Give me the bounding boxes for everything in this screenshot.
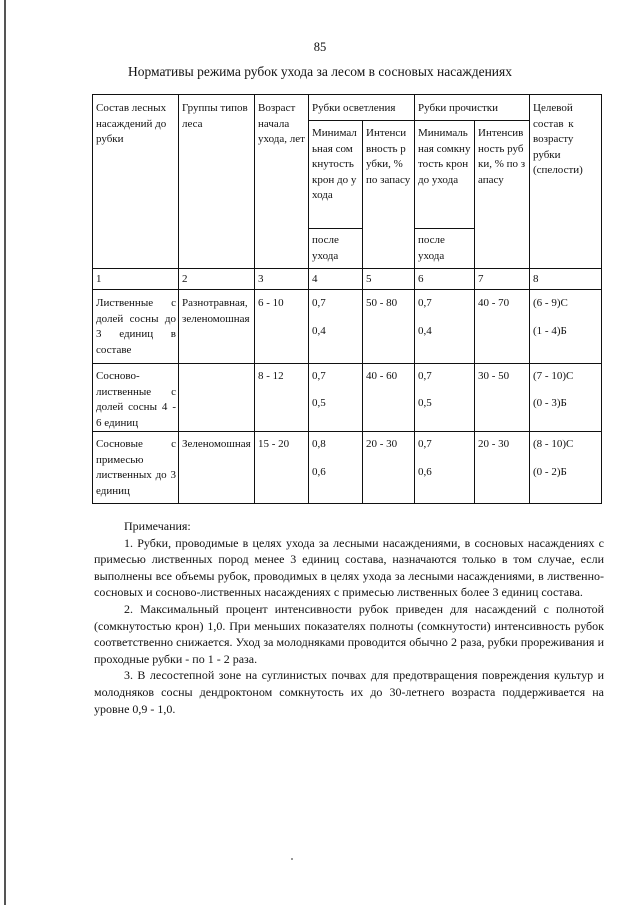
row2-composition: Сосново-лиственные с долей сосны 4 - 6 единиц [96,370,176,429]
row3-clearing-intensity: 20 - 30 [366,438,398,450]
note-item: 2. Максимальный процент интенсивности рубок приведен для насаждений с полнотой (сомкнутостью крон) 1,0. При меньших показателях полноты (сомкнутости) интенсивность рубок соответственно снижается. Уход за молодняками проводится обычно 2 раза, рубки прореживания и проходные рубки - по 1 - 2 раза. [94,601,604,666]
table-row-line-2 [92,431,602,432]
row3-age: 15 - 20 [258,438,290,450]
header-target: Целевой состав к возрасту рубки (спелости) [533,102,583,176]
document-title: Нормативы режима рубок ухода за лесом в сосновых насаждениях [128,64,512,79]
table-after-line-1 [308,228,363,229]
table-subheader-line [308,120,529,121]
table-after-line-2 [414,228,474,229]
row1-target-pine: (6 - 9)С [533,297,568,309]
row3-cleaning-before: 0,7 [418,438,432,450]
row2-clearing-before: 0,7 [312,370,326,382]
row3-cleaning-intensity: 20 - 30 [478,438,510,450]
table-border-right [601,94,602,504]
table-col-line [254,94,255,504]
row1-clearing-after: 0,4 [312,325,326,337]
header-cleaning-intensity: Интенсивность рубки, % по запасу [478,127,526,186]
col-number: 8 [533,273,539,285]
row3-target-pine: (8 - 10)С [533,438,574,450]
col-number: 2 [182,273,188,285]
row3-cleaning-after: 0,6 [418,466,432,478]
header-age-start: Возраст начала ухода, лет [258,102,305,145]
row1-clearing-intensity: 50 - 80 [366,297,398,309]
row1-cleaning-intensity: 40 - 70 [478,297,510,309]
header-after-clearing: после ухода [312,234,339,262]
table-col-line [474,120,475,504]
note-item: 1. Рубки, проводимые в целях ухода за лесными насаждениями, в сосновых насаждениях с примесью лиственных пород менее 3 единиц состава, назначаются только в том случае, если выполнены все объемы рубок, проводимых в целях ухода за лесными насаждениями, в лиственно-сосновых и сосново-лиственных насаждениях с примесью лиственных более 3 единиц состава. [94,535,604,600]
row3-clearing-after: 0,6 [312,466,326,478]
col-number: 6 [418,273,424,285]
row2-clearing-intensity: 40 - 60 [366,370,398,382]
row2-cleaning-intensity: 30 - 50 [478,370,510,382]
header-after-cleaning: после ухода [418,234,445,262]
table-row-line-1 [92,363,602,364]
table-border-left [92,94,93,504]
row1-forest-types: Разнотравная, зеленомошная [182,297,250,325]
notes-heading: Примечания: [124,519,191,533]
scan-speck [291,858,293,860]
notes-section [94,518,604,717]
row1-age: 6 - 10 [258,297,284,309]
row3-target-birch: (0 - 2)Б [533,466,567,478]
row3-forest-types: Зеленомошная [182,438,251,450]
table-border-top [92,94,602,95]
row1-clearing-before: 0,7 [312,297,326,309]
note-item: 3. В лесостепной зоне на суглинистых почвах для предотвращения повреждения культур и молодняков сосны дендроктоном сомкнутость их до 30-летнего возраста поддерживается на уровне 0,9 - 1,0. [94,668,604,716]
row1-target-birch: (1 - 4)Б [533,325,567,337]
row2-target-birch: (0 - 3)Б [533,397,567,409]
header-composition: Состав лесных насаждений до рубки [96,102,167,145]
row1-cleaning-after: 0,4 [418,325,432,337]
header-forest-types: Группы типов леса [182,102,248,130]
col-number: 3 [258,273,264,285]
table-numbers-bottom [92,289,602,290]
header-cleaning-density: Минимальная сомкнутость крон до ухода [418,127,471,186]
page-number: 85 [313,40,327,54]
row3-clearing-before: 0,8 [312,438,326,450]
col-number: 1 [96,273,102,285]
header-clearing-intensity: Интенсивность рубки, % по запасу [366,127,411,186]
table-col-line [414,94,415,504]
header-clearing-density: Минимальная сомкнутость крон до ухода [312,127,357,201]
row1-composition: Лиственные с долей сосны до 3 единиц в составе [96,297,176,356]
table-col-line [308,94,309,504]
header-cleaning: Рубки прочистки [418,102,498,114]
table-col-line [178,94,179,504]
table-header-bottom [92,268,602,269]
row2-cleaning-after: 0,5 [418,397,432,409]
row2-clearing-after: 0,5 [312,397,326,409]
table-col-line [529,94,530,504]
col-number: 4 [312,273,318,285]
row3-composition: Сосновые с примесью лиственных до 3 единиц [96,438,176,497]
col-number: 7 [478,273,484,285]
header-clearing: Рубки осветления [312,102,396,114]
table-col-line [362,120,363,504]
row2-age: 8 - 12 [258,370,284,382]
col-number: 5 [366,273,372,285]
table-border-bottom [92,503,602,504]
row1-cleaning-before: 0,7 [418,297,432,309]
row2-cleaning-before: 0,7 [418,370,432,382]
row2-target-pine: (7 - 10)С [533,370,574,382]
